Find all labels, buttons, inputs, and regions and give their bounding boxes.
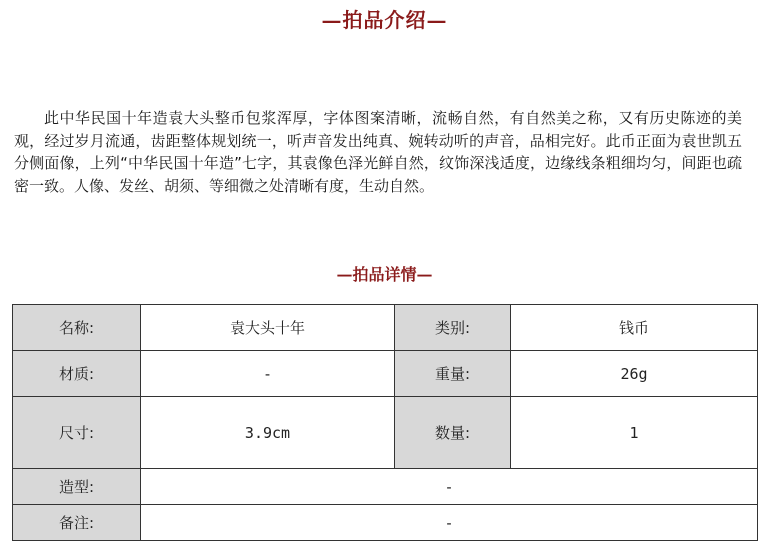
quantity-label: 数量: xyxy=(395,397,511,469)
name-value: 袁大头十年 xyxy=(141,305,395,351)
note-value: - xyxy=(141,505,758,541)
table-row xyxy=(13,469,758,505)
weight-label: 重量: xyxy=(395,351,511,397)
table-row xyxy=(13,305,758,351)
table-row xyxy=(13,397,758,469)
table-row xyxy=(13,505,758,541)
note-label: 备注: xyxy=(13,505,141,541)
details-title: —拍品详情— xyxy=(336,265,433,284)
details-table xyxy=(12,304,758,541)
item-description: 此中华民国十年造袁大头整币包浆浑厚，字体图案清晰，流畅自然，有自然美之称，又有历史陈迹的美观，经过岁月流通，齿距整体规划统一，听声音发出纯真、婉转动听的声音，品相完好。此币正面为袁世凯五分侧面像，上列“中华民国十年造”七字，其袁像色泽光鲜自然，纹饰深浅适度，边缘线条粗细均匀，间距也疏密一致。人像、发丝、胡须、等细微之处清晰有度，生动自然。 xyxy=(14,109,742,195)
shape-label: 造型: xyxy=(13,469,141,505)
material-value: - xyxy=(141,351,395,397)
size-label: 尺寸: xyxy=(13,397,141,469)
name-label: 名称: xyxy=(13,305,141,351)
shape-value: - xyxy=(141,469,758,505)
weight-value: 26g xyxy=(511,351,758,397)
quantity-value: 1 xyxy=(511,397,758,469)
category-value: 钱币 xyxy=(511,305,758,351)
intro-title: —拍品介绍— xyxy=(321,8,448,32)
category-label: 类别: xyxy=(395,305,511,351)
size-value: 3.9cm xyxy=(141,397,395,469)
table-row xyxy=(13,351,758,397)
material-label: 材质: xyxy=(13,351,141,397)
